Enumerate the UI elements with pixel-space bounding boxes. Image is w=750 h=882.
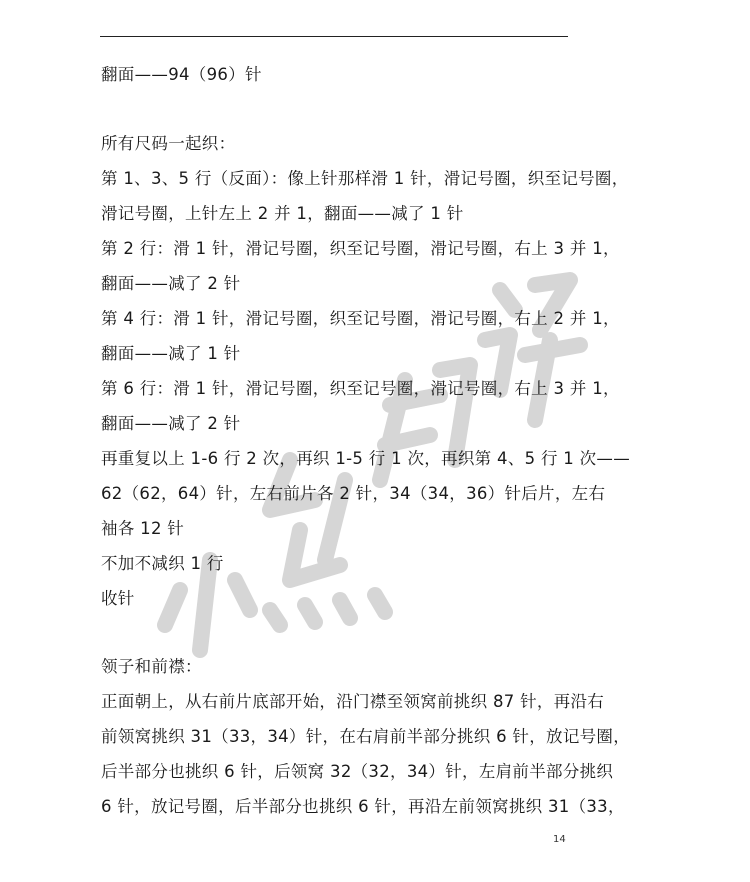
header-rule xyxy=(100,36,568,37)
page-number: 14 xyxy=(553,834,566,845)
text-line: 第 1、3、5 行（反面）：像上针那样滑 1 针，滑记号圈，织至记号圈， xyxy=(101,169,629,188)
section-heading: 领子和前襟： xyxy=(101,657,202,676)
section-heading: 所有尺码一起织： xyxy=(101,134,236,153)
text-line: 收针 xyxy=(101,589,135,608)
text-line: 翻面——减了 2 针 xyxy=(101,274,241,293)
text-line: 翻面——94（96）针 xyxy=(101,65,262,84)
text-line: 前领窝挑织 31（33，34）针，在右肩前半部分挑织 6 针，放记号圈， xyxy=(101,727,631,746)
text-line: 滑记号圈，上针左上 2 并 1，翻面——减了 1 针 xyxy=(101,204,464,223)
text-line: 翻面——减了 1 针 xyxy=(101,344,241,363)
text-line: 袖各 12 针 xyxy=(101,519,185,538)
text-line: 6 针，放记号圈，后半部分也挑织 6 针，再沿左前领窝挑织 31（33， xyxy=(101,797,625,816)
text-line: 不加不减织 1 行 xyxy=(101,554,224,573)
text-line: 后半部分也挑织 6 针，后领窝 32（32，34）针，左肩前半部分挑织 xyxy=(101,762,614,781)
text-line: 正面朝上，从右前片底部开始，沿门襟至领窝前挑织 87 针，再沿右 xyxy=(101,692,605,711)
text-line: 第 2 行：滑 1 针，滑记号圈，织至记号圈，滑记号圈，右上 3 并 1， xyxy=(101,239,620,258)
text-line: 翻面——减了 2 针 xyxy=(101,414,241,433)
text-line: 62（62，64）针，左右前片各 2 针，34（34，36）针后片，左右 xyxy=(101,484,606,503)
text-line: 再重复以上 1-6 行 2 次，再织 1-5 行 1 次，再织第 4、5 行 1 次—— xyxy=(101,449,631,468)
text-line: 第 6 行：滑 1 针，滑记号圈，织至记号圈，滑记号圈，右上 3 并 1， xyxy=(101,379,620,398)
text-line: 第 4 行：滑 1 针，滑记号圈，织至记号圈，滑记号圈，右上 2 并 1， xyxy=(101,309,620,328)
